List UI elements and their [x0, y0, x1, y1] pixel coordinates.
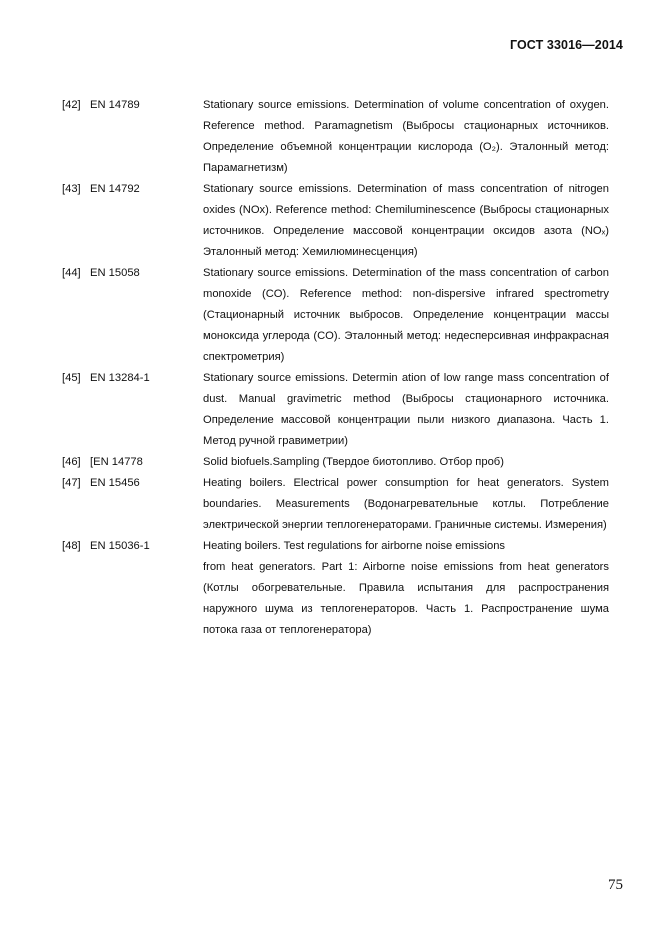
reference-title: Stationary source emissions. Determin ation of low range mass concentration of dust. Manual gravimetric method (Выбросы стационарного источника. Определение массовой концентрации пыли низкого диапазона. Часть 1. Метод ручной гравиметрии) [203, 372, 609, 447]
reference-number: [48] [62, 540, 81, 552]
reference-title: Heating boilers. Electrical power consumption for heat generators. System boundaries. Measurements (Водонагревательные котлы. Потребление электрической энергии теплогенераторами. Граничные системы. Измерения) [203, 477, 609, 531]
reference-standard: EN 13284-1 [90, 372, 150, 384]
reference-item [62, 95, 609, 179]
reference-title: Stationary source emissions. Determination of mass concentration of nitrogen oxides (NOx). Reference method: Chemiluminescence (Выбросы стационарных источников. Определение массовой концентрации оксидов азота (NOₓ) Эталонный метод: Хемилюминесценция) [203, 183, 609, 258]
reference-standard: EN 15058 [90, 267, 140, 279]
reference-standard: EN 15036-1 [90, 540, 150, 552]
reference-standard: EN 15456 [90, 477, 140, 489]
reference-title: Stationary source emissions. Determination of volume concentration of oxygen. Reference method. Paramagnetism (Выбросы стационарных источников. Определение объемной концентрации кислорода (O₂). Эталонный метод: Парамагнетизм) [203, 99, 609, 174]
reference-standard: [EN 14778 [90, 456, 143, 468]
reference-number: [44] [62, 267, 81, 279]
reference-title: Solid biofuels.Sampling (Твердое биотопливо. Отбор проб) [203, 456, 504, 468]
reference-title-continuation: from heat generators. Part 1: Airborne noise emissions from heat generators (Котлы обогревательные. Правила испытания для распространения наружного шума из теплогенераторов. Часть 1. Распространение шума потока газа от теплогенератора) [203, 561, 609, 636]
reference-title-block [203, 536, 609, 641]
reference-item [62, 536, 609, 641]
reference-item [62, 263, 609, 368]
reference-number: [46] [62, 456, 81, 468]
reference-item [62, 368, 609, 452]
reference-standard: EN 14789 [90, 99, 140, 111]
document-code-header: ГОСТ 33016—2014 [509, 38, 623, 52]
reference-number: [43] [62, 183, 81, 195]
reference-item [62, 179, 609, 263]
reference-title: Stationary source emissions. Determination of the mass concentration of carbon monoxide (CO). Reference method: non-dispersive infrared spectrometry (Стационарный источник выбросов. Определение концентрации массы моноксида углерода (CO). Эталонный метод: недесперсивная инфракрасная спектрометрия) [203, 267, 609, 363]
reference-standard: EN 14792 [90, 183, 140, 195]
page-number: 75 [608, 877, 623, 893]
reference-item [62, 452, 609, 473]
reference-item [62, 473, 609, 536]
reference-number: [45] [62, 372, 81, 384]
reference-list [62, 95, 609, 641]
reference-title-first-line: Heating boilers. Test regulations for airborne noise emissions [203, 540, 506, 552]
reference-number: [42] [62, 99, 81, 111]
reference-number: [47] [62, 477, 81, 489]
